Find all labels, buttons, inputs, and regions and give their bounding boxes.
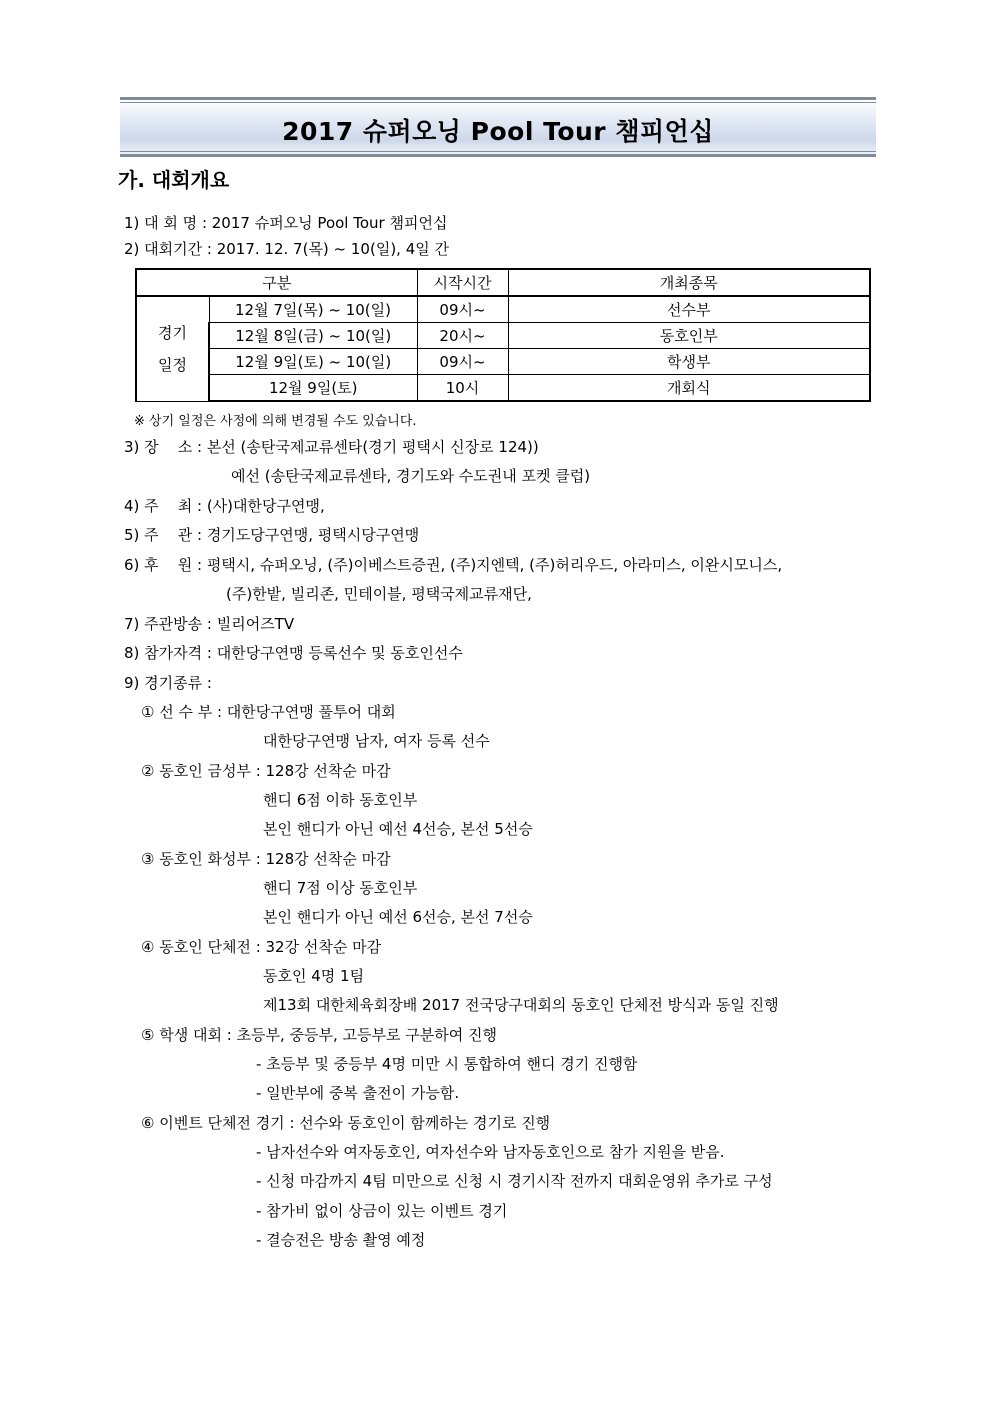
event-5-detail-2: - 일반부에 중복 출전이 가능함. [256,1084,460,1102]
schedule-event-cell: 학생부 [508,349,870,375]
section-heading: 가. 대회개요 [118,168,230,192]
host-label: 4) 주 최 : [124,497,207,515]
sponsor-line [124,554,782,575]
schedule-time-cell: 09시~ [417,349,508,375]
event-6-detail-1: - 남자선수와 여자동호인, 여자선수와 남자동호인으로 참가 지원을 받음. [256,1143,725,1161]
event-1-title: ① 선 수 부 : 대한당구연맹 풀투어 대회 [141,703,396,721]
event-3-title: ③ 동호인 화성부 : 128강 선착순 마감 [141,850,391,868]
overview-name-label: 1) 대 회 명 : [124,214,212,232]
group-label-line-2: 일정 [158,355,187,374]
venue-label: 3) 장 소 : [124,438,207,456]
organizer-line [124,524,419,545]
sponsor-label: 6) 후 원 : [124,556,207,574]
host-value: (사)대한당구연맹, [206,497,325,515]
document-title: 2017 슈퍼오닝 Pool Tour 챔피언십 [282,117,714,146]
event-6-detail-3: - 참가비 없이 상금이 있는 이벤트 경기 [256,1202,508,1220]
venue-line [124,436,539,457]
event-6-detail-2: - 신청 마감까지 4팀 미만으로 신청 시 경기시작 전까지 대회운영위 추가로 구성 [256,1172,773,1190]
schedule-note: ※ 상기 일정은 사정에 의해 변경될 수도 있습니다. [134,414,417,429]
event-3-detail-2: 본인 핸디가 아닌 예선 6선승, 본선 7선승 [263,908,533,926]
sponsor-list-1: 평택시, 슈퍼오닝, (주)이베스트증권, (주)지엔텍, (주)허리우드, 아라미스, 이완시모니스, [206,556,783,574]
schedule-date-cell: 12월 9일(토) ~ 10(일) [209,349,417,375]
schedule-table [135,268,871,402]
organizer-value: 경기도당구연맹, 평택시당구연맹 [206,526,420,544]
event-5-detail-1: - 초등부 및 중등부 4명 미만 시 통합하여 핸디 경기 진행함 [256,1055,638,1073]
schedule-event-cell: 동호인부 [508,323,870,349]
schedule-header-category: 구분 [136,269,417,296]
event-2-detail-2: 본인 핸디가 아닌 예선 4선승, 본선 5선승 [263,820,533,838]
event-3-detail-1: 핸디 7점 이상 동호인부 [263,879,418,897]
event-4-title: ④ 동호인 단체전 : 32강 선착순 마감 [141,938,382,956]
schedule-time-cell: 20시~ [417,323,508,349]
event-types-label: 9) 경기종류 : [124,674,212,692]
schedule-date-cell: 12월 9일(토) [209,375,417,402]
schedule-event-cell: 선수부 [508,296,870,323]
overview-period-line [124,238,449,259]
schedule-header-start-time: 시작시간 [417,269,508,296]
event-2-title: ② 동호인 금성부 : 128강 선착순 마감 [141,762,391,780]
table-row [136,375,870,402]
eligibility-line [124,642,463,663]
host-line [124,495,325,516]
eligibility-value: 대한당구연맹 등록선수 및 동호인선수 [216,644,463,662]
schedule-event-cell: 개회식 [508,375,870,402]
table-row [136,323,870,349]
event-6-detail-4: - 결승전은 방송 촬영 예정 [256,1231,426,1249]
schedule-date-cell: 12월 8일(금) ~ 10(일) [209,323,417,349]
broadcast-value: 빌리어즈TV [216,615,295,633]
venue-prelim: 예선 (송탄국제교류센타, 경기도와 수도권내 포켓 클럽) [231,467,591,485]
sponsor-list-2: (주)한밭, 빌리존, 민테이블, 평택국제교류재단, [226,585,532,603]
eligibility-label: 8) 참가자격 : [124,644,217,662]
schedule-date-cell: 12월 7일(목) ~ 10(일) [209,296,417,323]
overview-period-value: 2017. 12. 7(목) ~ 10(일), 4일 간 [216,240,450,258]
event-4-detail-2: 제13회 대한체육회장배 2017 전국당구대회의 동호인 단체전 방식과 동일 진행 [263,996,779,1014]
overview-name-value: 2017 슈퍼오닝 Pool Tour 챔피언십 [211,214,448,232]
schedule-group-label [136,296,209,401]
table-row [136,349,870,375]
table-row [136,296,870,323]
schedule-time-cell: 09시~ [417,296,508,323]
event-4-detail-1: 동호인 4명 1팀 [263,967,365,985]
schedule-header-row [136,269,870,296]
broadcast-line [124,613,294,634]
event-1-detail: 대한당구연맹 남자, 여자 등록 선수 [263,732,490,750]
overview-name-line [124,212,447,233]
overview-period-label: 2) 대회기간 : [124,240,217,258]
title-banner [120,97,876,157]
event-2-detail-1: 핸디 6점 이하 동호인부 [263,791,418,809]
event-6-title: ⑥ 이벤트 단체전 경기 : 선수와 동호인이 함께하는 경기로 진행 [141,1114,551,1132]
group-label-line-1: 경기 [158,323,187,342]
broadcast-label: 7) 주관방송 : [124,615,217,633]
schedule-header-event: 개최종목 [508,269,870,296]
event-5-title: ⑤ 학생 대회 : 초등부, 중등부, 고등부로 구분하여 진행 [141,1026,497,1044]
organizer-label: 5) 주 관 : [124,526,207,544]
venue-main: 본선 (송탄국제교류센타(경기 평택시 신장로 124)) [206,438,539,456]
schedule-time-cell: 10시 [417,375,508,402]
